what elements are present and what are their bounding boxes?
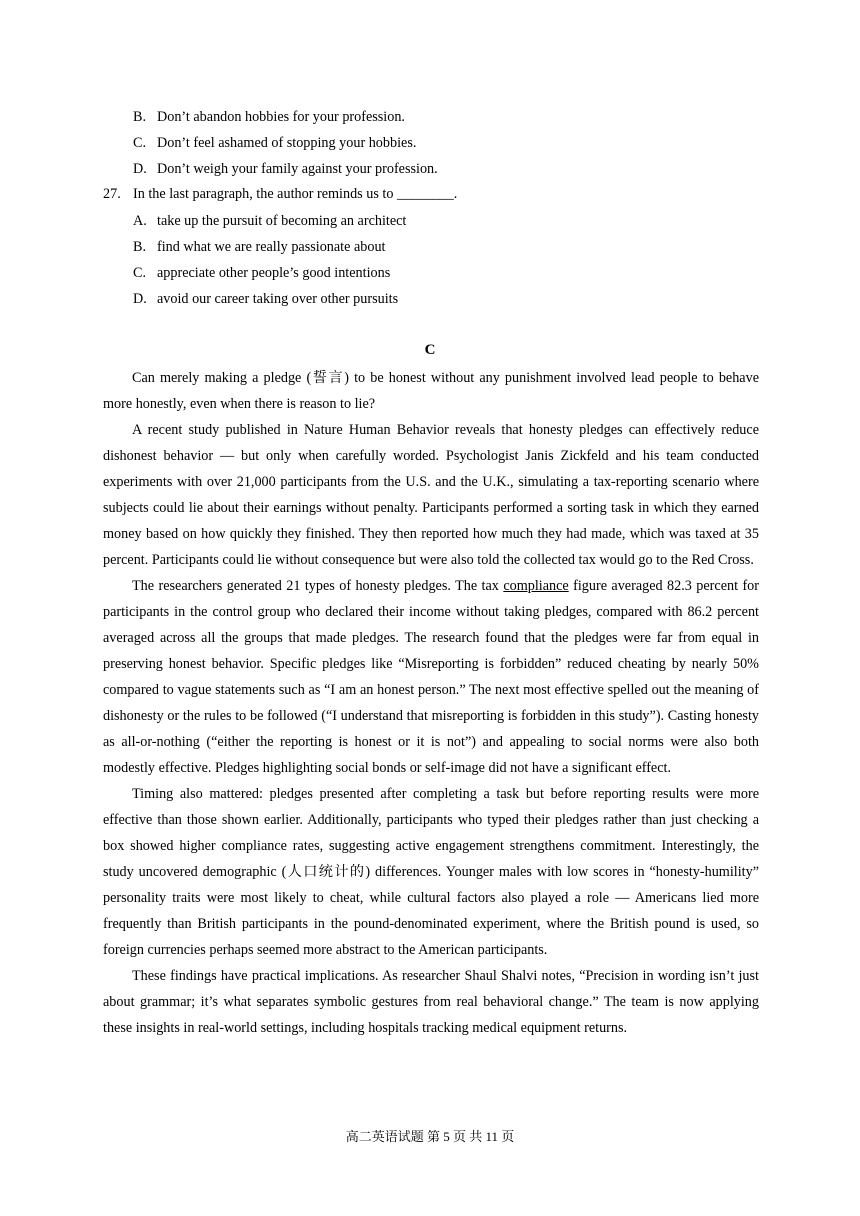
option-letter: A. xyxy=(133,213,147,229)
option-text: Don’t weigh your family against your profession. xyxy=(157,161,438,177)
option-letter: B. xyxy=(133,109,147,125)
option-letter: D. xyxy=(133,161,147,177)
q27-option-c[interactable] xyxy=(133,264,390,282)
q26-option-c[interactable] xyxy=(133,134,416,152)
paragraph-3 xyxy=(103,573,759,781)
section-heading: C xyxy=(424,342,436,358)
option-text: Don’t feel ashamed of stopping your hobbies. xyxy=(157,135,417,151)
q27-option-d[interactable] xyxy=(133,290,398,308)
paragraph-3-start: The researchers generated 21 types of honesty pledges. The tax xyxy=(132,578,504,594)
question-number: 27. xyxy=(103,186,121,202)
option-text: find what we are really passionate about xyxy=(157,239,386,255)
paragraph-1: Can merely making a pledge (誓言) to be honest without any punishment involved lead people to behave more honestly, even when there is reason to lie? xyxy=(103,370,759,412)
option-text: take up the pursuit of becoming an architect xyxy=(157,213,407,229)
paragraph-5: These findings have practical implications. As researcher Shaul Shalvi notes, “Precision in wording isn’t just about grammar; it’s what separates symbolic gestures from real behavioral change.” The team is now applying these insights in real-world settings, including hospitals tracking medical equipment returns. xyxy=(103,968,759,1036)
paragraph-4: Timing also mattered: pledges presented after completing a task but before reporting results were more effective than those shown earlier. Additionally, participants who typed their pledges rather than just checking a box showed higher compliance rates, suggesting active engagement strengthens commitment. Interestingly, the study uncovered demographic (人口统计的) differences. Younger males with low scores in “honesty-humility” personality traits were most likely to cheat, while cultural factors also played a role — Americans lied more frequently than British participants in the pound-denominated experiment, where the British pound is used, so foreign currencies perhaps seemed more abstract to the American participants. xyxy=(103,786,759,958)
option-text: avoid our career taking over other pursuits xyxy=(157,291,399,307)
underlined-word: compliance xyxy=(503,578,569,594)
option-letter: D. xyxy=(133,291,147,307)
option-letter: B. xyxy=(133,239,147,255)
option-letter: C. xyxy=(133,265,147,281)
option-text: appreciate other people’s good intentions xyxy=(157,265,391,281)
option-text: Don’t abandon hobbies for your profession. xyxy=(157,109,405,125)
q26-option-b[interactable] xyxy=(133,108,405,126)
option-letter: C. xyxy=(133,135,147,151)
reading-passage xyxy=(103,365,759,1041)
q26-option-d[interactable] xyxy=(133,160,438,178)
paragraph-3-rest: figure averaged 82.3 percent for participants in the control group who declared their income without taking pledges, compared with 86.2 percent averaged across all the groups that made pledges. The research found that the pledges were far from equal in preserving honest behavior. Specific pledges like “Misreporting is forbidden” reduced cheating by nearly 50% compared to vague statements such as “I am an honest person.” The next most effective spelled out the meaning of dishonesty or the rules to be followed (“I understand that misreporting is forbidden in this study”). Casting honesty as all-or-nothing (“either the reporting is honest or it is not”) and appealing to social norms were also both modestly effective. Pledges highlighting social bonds or self-image did not have a significant effect. xyxy=(103,578,759,776)
q27-option-a[interactable] xyxy=(133,212,406,230)
paragraph-2: A recent study published in Nature Human Behavior reveals that honesty pledges can effectively reduce dishonest behavior — but only when carefully worded. Psychologist Janis Zickfeld and his team conducted experiments with over 21,000 participants from the U.S. and the U.K., simulating a tax-reporting scenario where subjects could lie about their earnings without penalty. Participants performed a sorting task in which they earned money based on how quickly they finished. They then reported how much they had made, which was taxed at 35 percent. Participants could lie without consequence but were also told the collected tax would go to the Red Cross. xyxy=(103,422,759,568)
question-27 xyxy=(103,185,457,203)
q27-option-b[interactable] xyxy=(133,238,386,256)
page-footer: 高二英语试题 第 5 页 共 11 页 xyxy=(345,1129,515,1144)
question-stem: In the last paragraph, the author reminds us to ________. xyxy=(133,186,458,202)
